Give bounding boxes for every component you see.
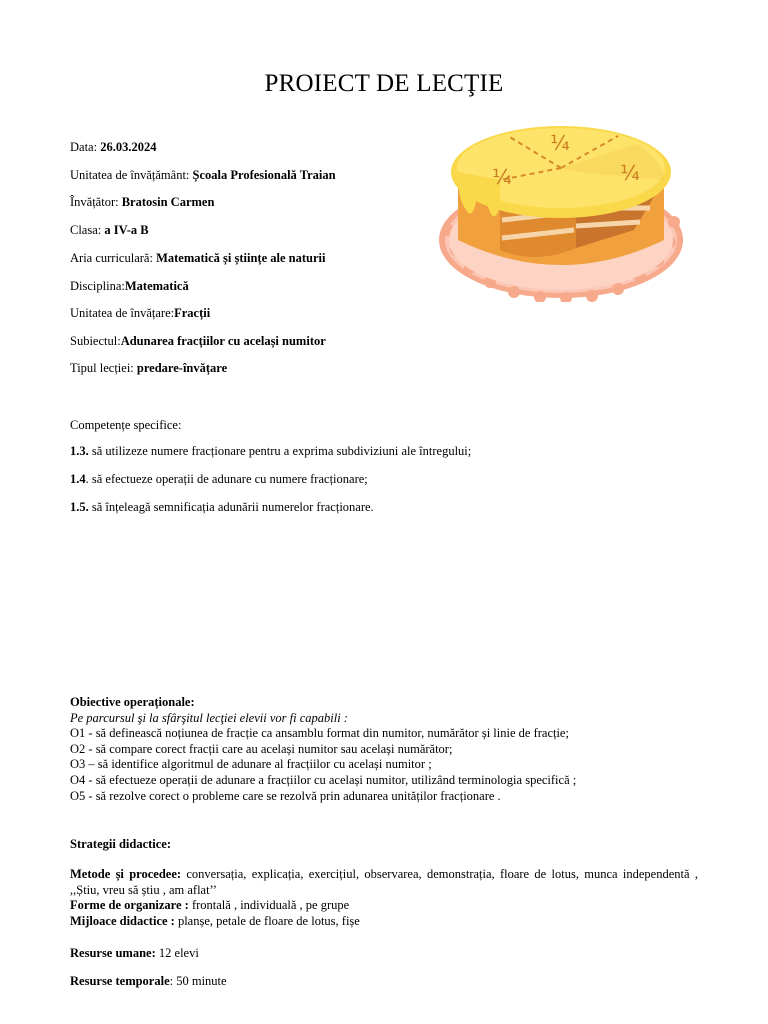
field-value: Adunarea fracțiilor cu același numitor — [120, 334, 326, 348]
human-resources — [70, 945, 199, 961]
field-date — [70, 139, 156, 155]
field-teacher — [70, 194, 214, 210]
field-subject — [70, 333, 326, 349]
objective-item: O3 – să identifice algoritmul de adunare al fracțiilor cu același numitor ; — [70, 757, 432, 772]
field-value: a IV-a B — [104, 223, 149, 237]
time-resources — [70, 973, 227, 989]
objective-item: O4 - să efectueze operații de adunare a fracțiilor cu același numitor, utilizând terminologia specifică ; — [70, 772, 577, 787]
objective-item: O1 - să definească noțiunea de fracție ca ansamblu format din numitor, numărător și linie de fracție; — [70, 726, 569, 741]
strategies-heading — [70, 836, 171, 852]
fraction-label: ¼ — [620, 161, 640, 185]
competence-item — [70, 443, 471, 459]
strategies-heading-text: Strategii didactice: — [70, 837, 172, 851]
field-label: Subiectul: — [70, 334, 121, 348]
field-label: Tipul lecției: — [70, 361, 137, 375]
field-label: Învățător: — [70, 195, 122, 209]
field-value: Matematică și științe ale naturii — [156, 251, 326, 265]
competence-item — [70, 471, 368, 487]
field-label: Unitatea de învățământ: — [70, 168, 193, 182]
field-label: Clasa: — [70, 223, 105, 237]
field-lesson-type — [70, 360, 227, 376]
field-class — [70, 222, 149, 238]
methods-paragraph — [70, 867, 698, 898]
methods-label: Metode și procedee: — [70, 867, 182, 881]
competence-number: 1.3. — [70, 444, 89, 458]
field-value: Fracții — [174, 306, 211, 320]
fraction-label: ¼ — [492, 165, 512, 189]
field-value: Bratosin Carmen — [121, 195, 215, 209]
field-value: 26.03.2024 — [100, 140, 157, 154]
field-discipline — [70, 278, 189, 294]
objectives-heading: Obiective operaționale: — [70, 695, 195, 709]
page-title: PROIECT DE LECŢIE — [264, 70, 504, 97]
resource-value: : 50 minute — [169, 974, 227, 988]
resource-label: Resurse temporale — [70, 974, 170, 988]
competence-item — [70, 499, 374, 515]
methods-text: conversația, explicația, exercițiul, observarea, demonstrația, floare de lotus, munca independentă , ,,Știu, vreu să știu , am aflat’’ — [70, 867, 698, 897]
aids-text: planșe, petale de floare de lotus, fișe — [174, 914, 360, 928]
competence-number: 1.4 — [70, 472, 86, 486]
organization-forms — [70, 898, 698, 914]
cake-fraction-illustration — [436, 120, 686, 302]
field-label: Data: — [70, 140, 101, 154]
resource-value: 12 elevi — [155, 946, 199, 960]
objective-item: O5 - să rezolve corect o probleme care se rezolvă prin adunarea unităților fracționare . — [70, 788, 501, 803]
competence-text: . să efectueze operații de adunare cu numere fracționare; — [85, 472, 368, 486]
field-value: Școala Profesională Traian — [192, 168, 336, 182]
field-label: Unitatea de învățare: — [70, 306, 175, 320]
fraction-label: ¼ — [550, 131, 570, 155]
competence-text: să înțeleagă semnificația adunării numerelor fracționare. — [88, 500, 374, 514]
resource-label: Resurse umane: — [70, 946, 156, 960]
objectives-section — [70, 695, 710, 804]
field-value: predare-învățare — [136, 361, 228, 375]
objective-item: O2 - să compare corect fracții care au același numitor sau același numărător; — [70, 741, 453, 756]
objectives-intro: Pe parcursul şi la sfârşitul lecţiei elevii vor fi capabili : — [70, 710, 348, 725]
field-school — [70, 167, 336, 183]
competence-number: 1.5. — [70, 500, 89, 514]
field-label: Disciplina: — [70, 279, 125, 293]
field-learning-unit — [70, 305, 210, 321]
field-label: Aria curriculară: — [70, 251, 157, 265]
competences-heading: Competențe specifice: — [70, 418, 182, 432]
field-value: Matematică — [124, 279, 189, 293]
field-curricular-area — [70, 250, 325, 266]
forms-text: frontală , individuală , pe grupe — [188, 898, 350, 912]
competence-text: să utilizeze numere fracționare pentru a exprima subdiviziuni ale întregului; — [88, 444, 472, 458]
teaching-aids — [70, 914, 698, 930]
aids-label: Mijloace didactice : — [70, 914, 175, 928]
forms-label: Forme de organizare : — [70, 898, 189, 912]
